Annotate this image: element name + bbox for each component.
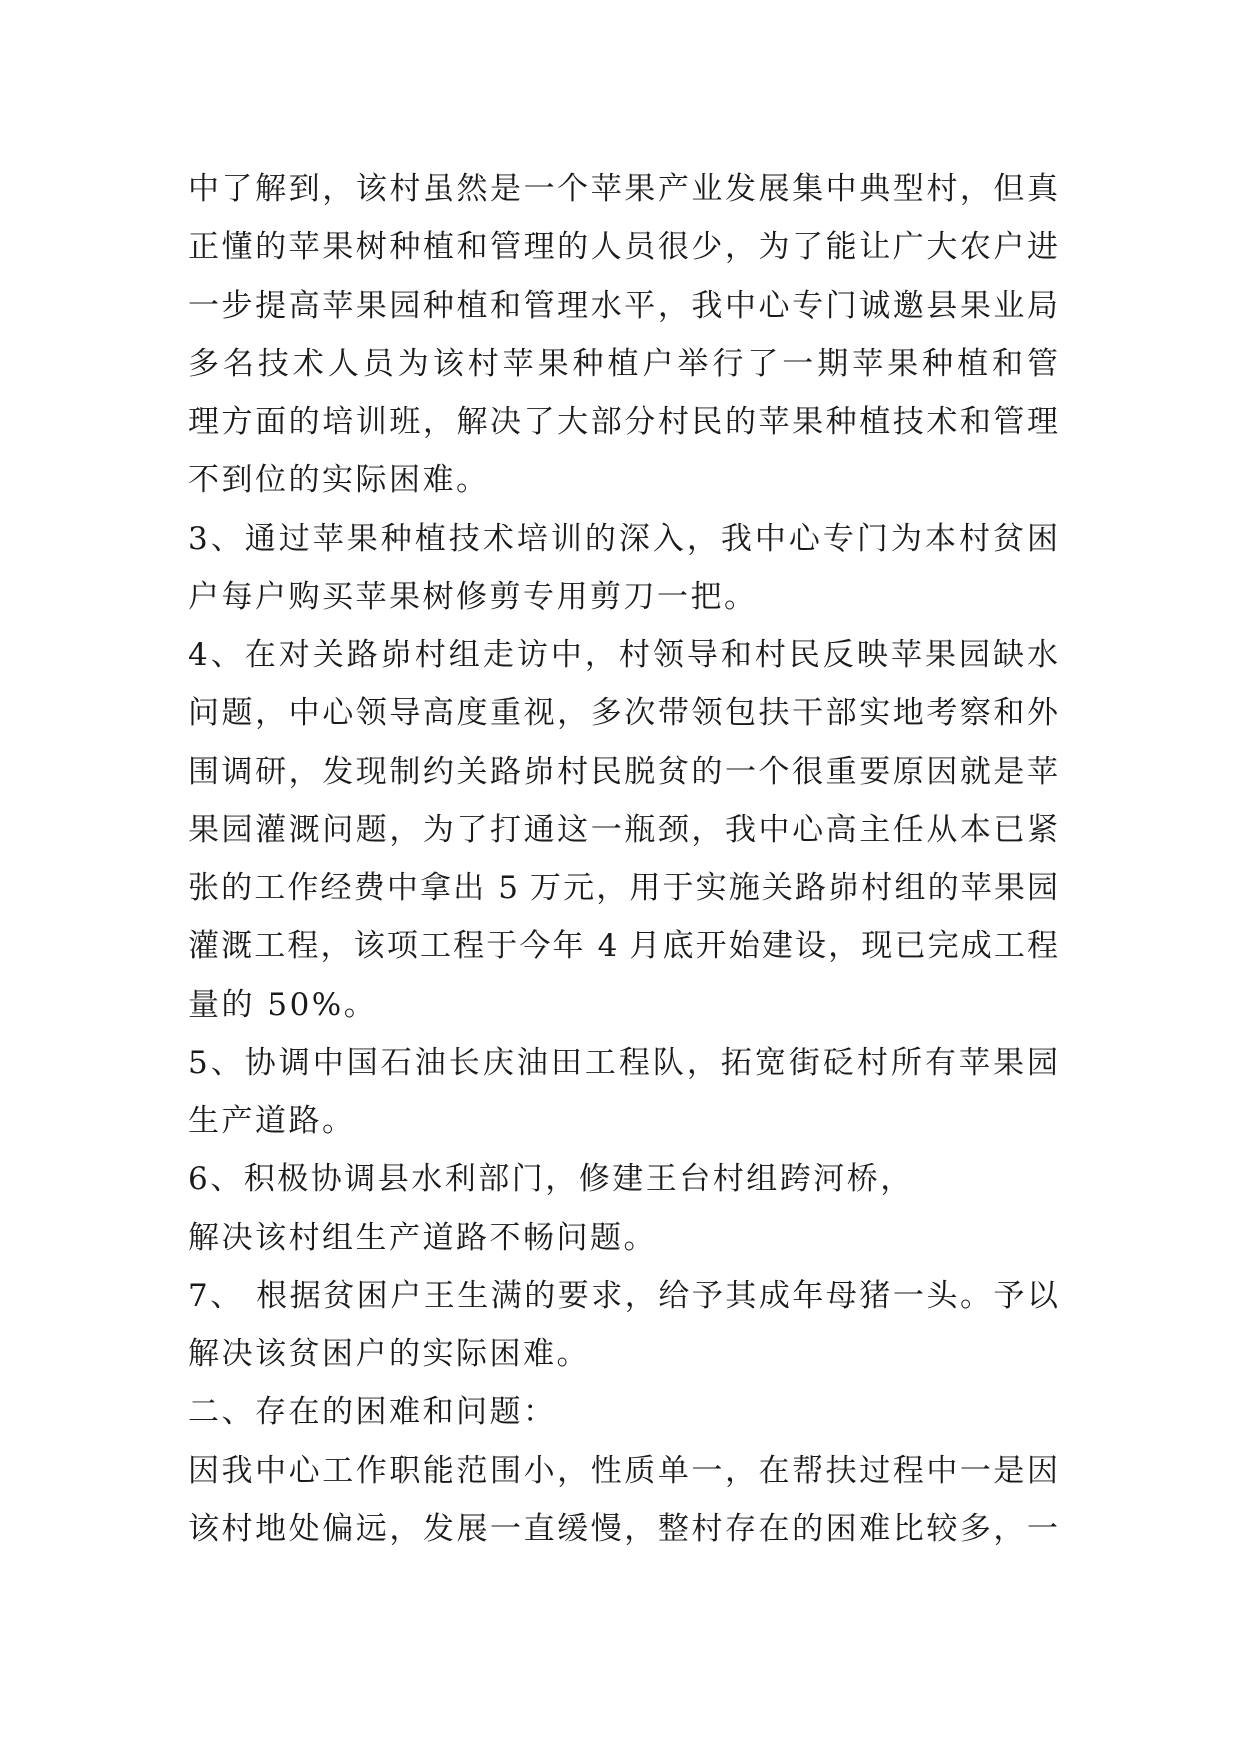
text-line: 理方面的培训班，解决了大部分村民的苹果种植技术和管理: [188, 404, 1058, 440]
text-line: 3、通过苹果种植技术培训的深入，我中心专门为本村贫困: [188, 520, 1058, 557]
text-line: 解决该贫困户的实际困难。: [188, 1336, 590, 1372]
text-line: 多名技术人员为该村苹果种植户举行了一期苹果种植和管: [188, 345, 1058, 382]
text-line: 该村地处偏远，发展一直缓慢，整村存在的困难比较多，一: [188, 1510, 1058, 1547]
body-text: [188, 160, 1058, 1558]
text-line: 果园灌溉问题，为了打通这一瓶颈，我中心高主任从本已紧: [188, 811, 1058, 848]
text-line: 解决该村组生产道路不畅问题。: [188, 1219, 657, 1256]
text-line: 围调研，发现制约关路峁村民脱贫的一个很重要原因就是苹: [188, 753, 1058, 790]
section-heading: 二、存在的困难和问题：: [188, 1394, 557, 1431]
text-line: 张的工作经费中拿出 5 万元，用于实施关路峁村组的苹果园: [188, 870, 1058, 906]
text-line: 因我中心工作职能范围小，性质单一，在帮扶过程中一是因: [188, 1452, 1058, 1489]
text-line: 量的 50%。: [188, 986, 378, 1023]
text-line: 不到位的实际困难。: [188, 462, 490, 499]
text-line: 5、协调中国石油长庆油田工程队，拓宽街砭村所有苹果园: [188, 1044, 1058, 1081]
text-line: 6、积极协调县水利部门，修建王台村组跨河桥，: [188, 1161, 914, 1198]
text-line: 7、 根据贫困户王生满的要求，给予其成年母猪一头。予以: [188, 1277, 1058, 1314]
text-line: 灌溉工程，该项工程于今年 4 月底开始建设，现已完成工程: [188, 928, 1058, 965]
text-line: 问题，中心领导高度重视，多次带领包扶干部实地考察和外: [188, 695, 1058, 732]
text-line: 一步提高苹果园种植和管理水平，我中心专门诚邀县果业局: [188, 287, 1058, 324]
text-line: 户每户购买苹果树修剪专用剪刀一把。: [188, 578, 758, 615]
text-line: 4、在对关路峁村组走访中，村领导和村民反映苹果园缺水: [188, 637, 1058, 673]
text-line: 生产道路。: [188, 1103, 356, 1139]
text-line: 中了解到，该村虽然是一个苹果产业发展集中典型村，但真: [188, 171, 1058, 207]
text-line: 正懂的苹果树种植和管理的人员很少，为了能让广大农户进: [188, 229, 1058, 266]
